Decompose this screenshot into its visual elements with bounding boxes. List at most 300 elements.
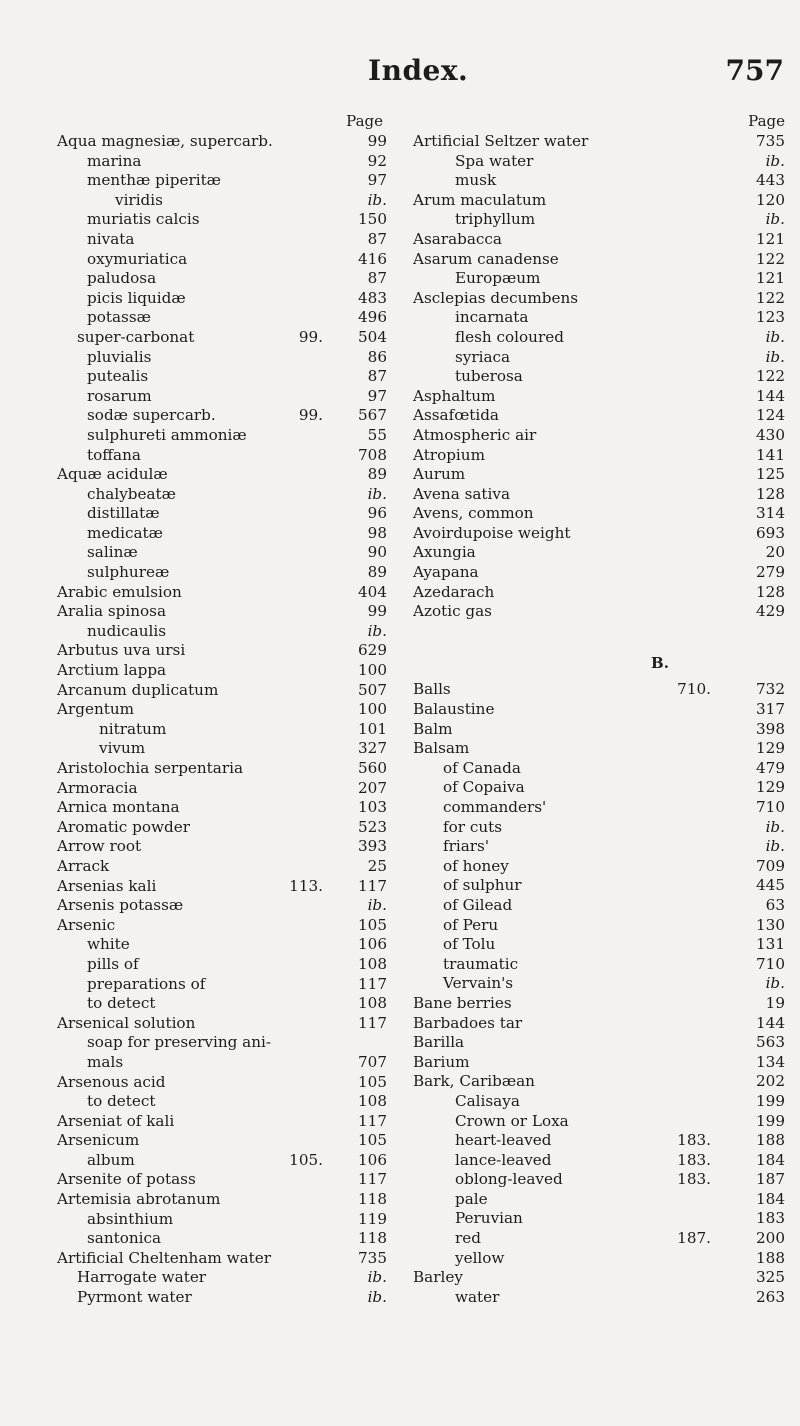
index-entry — [57, 1249, 387, 1269]
entry-page-number: 105 — [358, 1072, 387, 1091]
index-entry — [413, 798, 787, 818]
entry-page-number: 710 — [756, 954, 785, 973]
index-entry — [57, 406, 387, 426]
index-entry — [413, 1072, 787, 1092]
entry-term: Artificial Seltzer water — [413, 132, 589, 150]
entry-page-number: 144 — [756, 1013, 785, 1032]
entry-page-number: 128 — [756, 484, 785, 503]
index-entry — [413, 328, 787, 348]
index-entry — [413, 152, 787, 172]
entry-page-ref: 183. — [677, 1131, 711, 1150]
entry-term: Arctium lappa — [57, 661, 167, 680]
entry-term: of Canada — [443, 758, 521, 777]
entry-term: to detect — [87, 994, 156, 1013]
index-entry — [57, 504, 387, 524]
entry-term: Azotic gas — [413, 602, 492, 621]
entry-page-number: 105 — [358, 915, 387, 934]
entry-term: paludosa — [87, 269, 157, 288]
entry-page-number: 19 — [765, 993, 785, 1012]
index-entry — [57, 779, 387, 799]
entry-term: water — [455, 1287, 500, 1306]
entry-term: picis liquidæ — [87, 288, 186, 307]
index-entry — [57, 720, 387, 740]
index-entry — [413, 896, 787, 916]
entry-term: oblong-leaved — [455, 1170, 563, 1189]
entry-term: vivum — [99, 739, 146, 758]
entry-page-ref: 105. — [289, 1150, 323, 1169]
entry-page-number: 732 — [756, 680, 785, 699]
index-entry — [57, 602, 387, 622]
entry-page-number: 90 — [367, 543, 387, 562]
entry-page-number: 184 — [756, 1189, 785, 1208]
entry-term: Arbutus uva ursi — [57, 641, 186, 660]
entry-page-number: 416 — [358, 249, 387, 268]
index-entry — [57, 348, 387, 368]
entry-term: pluvialis — [87, 347, 152, 366]
entry-term: yellow — [455, 1248, 505, 1267]
index-entry — [57, 328, 387, 348]
entry-term: friars' — [443, 837, 490, 856]
entry-page-number: 187 — [756, 1170, 785, 1189]
index-entry — [413, 583, 787, 603]
index-entry — [413, 1268, 787, 1288]
entry-page-number: 279 — [756, 563, 785, 582]
entry-page-number: 92 — [367, 151, 387, 170]
entry-term: Crown or Loxa — [455, 1111, 569, 1130]
index-entry — [57, 132, 387, 152]
entry-page-number: 144 — [756, 386, 785, 405]
entry-page-number: 108 — [358, 1092, 387, 1111]
entry-term: tuberosa — [455, 367, 523, 386]
index-entry — [413, 308, 787, 328]
entry-page-number: 103 — [358, 798, 387, 817]
entry-term: red — [455, 1229, 481, 1248]
index-entry — [57, 387, 387, 407]
entry-page-number: 25 — [367, 856, 387, 875]
entry-page-number: 63 — [765, 895, 785, 914]
index-entry — [57, 583, 387, 603]
index-entry — [413, 485, 787, 505]
entry-term: putealis — [87, 367, 149, 386]
entry-term: nivata — [87, 229, 135, 248]
index-entry — [57, 1288, 387, 1308]
entry-term: Avoirdupoise weight — [413, 523, 571, 542]
entry-page-number: 207 — [358, 778, 387, 797]
index-entry — [57, 308, 387, 328]
entry-term: nudicaulis — [87, 621, 166, 640]
entry-term: Barium — [413, 1052, 470, 1071]
entry-page-number: 629 — [358, 641, 387, 660]
index-entry — [413, 680, 787, 700]
entry-page-number: 430 — [756, 425, 785, 444]
index-entry — [413, 1209, 787, 1229]
entry-term: nitratum — [99, 719, 167, 738]
entry-term: of sulphur — [443, 876, 522, 895]
entry-term: Asphaltum — [413, 386, 496, 405]
index-entry — [57, 446, 387, 466]
entry-term: marina — [87, 151, 142, 170]
right-entry-list-a — [413, 132, 787, 622]
index-entry — [57, 857, 387, 877]
entry-term: Vervain's — [443, 974, 514, 993]
right-column — [413, 112, 787, 1307]
index-entry — [57, 210, 387, 230]
index-entry — [57, 916, 387, 936]
entry-term: commanders' — [443, 798, 547, 816]
index-entry — [57, 1210, 387, 1230]
entry-term: chalybeatæ — [87, 484, 176, 503]
entry-term: distillatæ — [87, 504, 160, 523]
entry-page-ref: 187. — [677, 1229, 711, 1248]
entry-page-number: 479 — [756, 758, 785, 777]
entry-page-number: 129 — [756, 739, 785, 758]
entry-page-number: 117 — [358, 1013, 387, 1032]
entry-page-number: ib. — [765, 817, 785, 836]
entry-page-number: 100 — [358, 661, 387, 680]
entry-page-number: ib. — [367, 896, 387, 915]
entry-term: Spa water — [455, 151, 534, 170]
entry-term: Arrow root — [57, 837, 142, 856]
entry-term: Artificial Cheltenham water — [57, 1248, 272, 1267]
entry-page-number: 199 — [756, 1091, 785, 1110]
entry-term: absinthium — [87, 1209, 174, 1228]
entry-page-number: 117 — [358, 1170, 387, 1189]
index-entry — [57, 250, 387, 270]
entry-term: Aqua magnesiæ, supercarb. — [57, 132, 273, 150]
spacer — [413, 622, 787, 642]
entry-page-number: 106 — [358, 1150, 387, 1169]
entry-term: pills of — [87, 954, 139, 973]
entry-page-number: 141 — [756, 445, 785, 464]
index-entry — [57, 818, 387, 838]
index-entry — [413, 1190, 787, 1210]
index-entry — [57, 681, 387, 701]
index-entry — [57, 759, 387, 779]
index-entry — [57, 230, 387, 250]
entry-term: Arsenicum — [57, 1131, 140, 1150]
index-entry — [57, 1053, 387, 1073]
entry-term: Atmospheric air — [413, 425, 537, 444]
entry-term: Arum maculatum — [413, 190, 547, 209]
index-entry — [413, 974, 787, 994]
entry-term: pale — [455, 1189, 488, 1208]
entry-page-number: 89 — [367, 465, 387, 484]
index-entry — [57, 1229, 387, 1249]
index-entry — [57, 289, 387, 309]
entry-term: super-carbonat — [77, 327, 195, 346]
index-entry — [413, 191, 787, 211]
index-entry — [57, 1170, 387, 1190]
entry-page-number: 121 — [756, 269, 785, 288]
entry-term: Europæum — [455, 269, 541, 288]
index-entry — [57, 994, 387, 1014]
entry-page-number: 120 — [756, 190, 785, 209]
index-entry — [57, 955, 387, 975]
entry-term: Calisaya — [455, 1091, 520, 1110]
entry-page-number: 523 — [358, 817, 387, 836]
entry-term: album — [87, 1150, 135, 1169]
entry-term: traumatic — [443, 954, 519, 973]
entry-term: Artemisia abrotanum — [57, 1190, 221, 1209]
left-column — [57, 112, 387, 1308]
index-entry — [413, 269, 787, 289]
entry-term: Balsam — [413, 739, 470, 758]
entry-term: of Peru — [443, 915, 499, 934]
entry-page-number: 96 — [367, 504, 387, 523]
entry-term: Arsenite of potass — [57, 1170, 196, 1189]
index-entry — [413, 955, 787, 975]
entry-page-number: 108 — [358, 994, 387, 1013]
entry-term: Arnica montana — [57, 798, 180, 817]
entry-term: heart-leaved — [455, 1131, 552, 1150]
entry-term: Bark, Caribæan — [413, 1072, 535, 1091]
entry-page-number: 119 — [358, 1209, 387, 1228]
entry-term: Avena sativa — [413, 484, 511, 503]
entry-page-number: 200 — [756, 1229, 785, 1248]
index-entry — [57, 1151, 387, 1171]
index-entry — [413, 778, 787, 798]
index-entry — [57, 1268, 387, 1288]
entry-term: Arseniat of kali — [57, 1111, 175, 1130]
entry-page-number: 118 — [358, 1190, 387, 1209]
entry-term: Arsenic — [57, 915, 116, 934]
entry-page-number: 504 — [358, 327, 387, 346]
entry-term: of Copaiva — [443, 778, 525, 797]
index-entry — [57, 622, 387, 642]
index-entry — [413, 367, 787, 387]
index-entry — [413, 1014, 787, 1034]
entry-page-number: ib. — [765, 210, 785, 229]
index-entry — [57, 739, 387, 759]
entry-term: soap for preserving ani- — [87, 1033, 272, 1052]
index-entry — [413, 1131, 787, 1151]
entry-page-number: 101 — [358, 719, 387, 738]
entry-page-number: 496 — [358, 308, 387, 327]
index-entry — [57, 798, 387, 818]
entry-page-number: 709 — [756, 856, 785, 875]
entry-term: Peruvian — [455, 1209, 523, 1228]
index-entry — [413, 818, 787, 838]
index-entry — [57, 543, 387, 563]
entry-page-number: 123 — [756, 308, 785, 327]
entry-page-number: 98 — [367, 523, 387, 542]
index-entry — [57, 1073, 387, 1093]
entry-page-number: 131 — [756, 935, 785, 954]
index-entry — [413, 132, 787, 152]
entry-page-number: 106 — [358, 935, 387, 954]
entry-term: syriaca — [455, 347, 511, 366]
index-entry — [57, 465, 387, 485]
entry-term: oxymuriatica — [87, 249, 188, 268]
entry-page-number: ib. — [367, 1288, 387, 1307]
entry-page-ref: 99. — [298, 406, 323, 425]
index-entry — [57, 641, 387, 661]
index-entry — [57, 367, 387, 387]
index-entry — [413, 1249, 787, 1269]
entry-term: Arrack — [57, 856, 110, 875]
entry-term: Asarabacca — [413, 229, 502, 248]
entry-page-number: 121 — [756, 229, 785, 248]
entry-term: Axungia — [413, 543, 476, 562]
entry-term: muriatis calcis — [87, 210, 200, 229]
index-entry — [57, 1092, 387, 1112]
entry-term: Harrogate water — [77, 1268, 207, 1287]
index-entry — [413, 700, 787, 720]
entry-term: Asclepias decumbens — [413, 288, 579, 307]
entry-page-number: ib. — [765, 151, 785, 170]
index-entry — [413, 348, 787, 368]
index-entry — [413, 465, 787, 485]
entry-page-number: 117 — [358, 1111, 387, 1130]
entry-page-number: 443 — [756, 171, 785, 190]
entry-page-number: 118 — [358, 1229, 387, 1248]
entry-page-number: 429 — [756, 602, 785, 621]
entry-term: sulphureti ammoniæ — [87, 425, 247, 444]
index-entry — [413, 504, 787, 524]
entry-term: flesh coloured — [455, 327, 564, 346]
entry-term: Barley — [413, 1268, 463, 1287]
entry-page-number: 86 — [367, 347, 387, 366]
index-entry — [413, 935, 787, 955]
entry-term: Arsenous acid — [57, 1072, 166, 1091]
entry-page-ref: 113. — [289, 876, 323, 895]
entry-term: Aromatic powder — [57, 817, 190, 836]
index-entry — [57, 877, 387, 897]
entry-term: musk — [455, 171, 497, 190]
index-entry — [57, 563, 387, 583]
entry-page-number: 507 — [358, 680, 387, 699]
index-entry — [413, 543, 787, 563]
entry-page-number: ib. — [367, 190, 387, 209]
entry-page-number: 567 — [358, 406, 387, 425]
index-entry — [413, 406, 787, 426]
entry-page-number: ib. — [765, 837, 785, 856]
index-entry — [413, 524, 787, 544]
entry-page-number: 108 — [358, 954, 387, 973]
entry-page-ref: 183. — [677, 1150, 711, 1169]
index-entry — [57, 1033, 387, 1053]
entry-page-number: 398 — [756, 719, 785, 738]
left-entry-list — [57, 132, 387, 1308]
entry-term: sodæ supercarb. — [87, 406, 216, 425]
entry-term: to detect — [87, 1092, 156, 1111]
entry-page-number: 122 — [756, 249, 785, 268]
entry-page-ref: 183. — [677, 1170, 711, 1189]
entry-term: Balm — [413, 719, 453, 738]
entry-page-number: 483 — [358, 288, 387, 307]
entry-page-number: 117 — [358, 876, 387, 895]
entry-page-number: 314 — [756, 504, 785, 523]
entry-term: of Tolu — [443, 935, 496, 954]
entry-page-number: 105 — [358, 1131, 387, 1150]
index-entry — [413, 387, 787, 407]
index-entry — [413, 739, 787, 759]
index-entry — [413, 563, 787, 583]
entry-page-number: 708 — [358, 445, 387, 464]
index-entry — [57, 485, 387, 505]
index-entry — [413, 1053, 787, 1073]
entry-page-number: 87 — [367, 229, 387, 248]
entry-term: menthæ piperitæ — [87, 171, 221, 190]
entry-page-number: ib. — [765, 974, 785, 993]
right-entry-list-b — [413, 680, 787, 1307]
entry-term: Avens, common — [413, 504, 534, 523]
entry-page-number: 707 — [358, 1052, 387, 1071]
index-entry — [413, 1170, 787, 1190]
entry-page-number: 130 — [756, 915, 785, 934]
index-entry — [413, 426, 787, 446]
entry-page-number: 125 — [756, 465, 785, 484]
entry-page-number: 128 — [756, 582, 785, 601]
index-entry — [57, 1131, 387, 1151]
entry-term: incarnata — [455, 308, 529, 327]
page-title: Index. — [368, 54, 469, 87]
page-number: 757 — [725, 54, 784, 87]
entry-term: for cuts — [443, 817, 503, 836]
entry-term: Atropium — [413, 445, 485, 464]
entry-page-number: 563 — [756, 1033, 785, 1052]
index-entry — [413, 759, 787, 779]
index-entry — [413, 994, 787, 1014]
index-entry — [413, 230, 787, 250]
entry-page-number: 188 — [756, 1131, 785, 1150]
index-entry — [57, 191, 387, 211]
entry-page-number: 117 — [358, 974, 387, 993]
entry-term: salinæ — [87, 543, 138, 562]
entry-term: Argentum — [57, 700, 135, 719]
index-entry — [57, 1190, 387, 1210]
index-entry — [413, 250, 787, 270]
entry-page-ref: 710. — [677, 680, 711, 699]
entry-term: Arsenical solution — [57, 1013, 196, 1032]
index-entry — [413, 1288, 787, 1308]
index-entry — [413, 289, 787, 309]
index-entry — [413, 857, 787, 877]
entry-term: Aralia spinosa — [57, 602, 167, 621]
index-entry — [413, 446, 787, 466]
entry-page-number: 560 — [358, 759, 387, 777]
entry-term: preparations of — [87, 974, 206, 993]
entry-page-number: ib. — [367, 621, 387, 640]
index-entry — [413, 1151, 787, 1171]
entry-page-number: 404 — [358, 582, 387, 601]
index-entry — [413, 1229, 787, 1249]
entry-term: white — [87, 935, 130, 954]
entry-term: Aurum — [413, 465, 466, 484]
entry-term: rosarum — [87, 386, 152, 405]
entry-term: Pyrmont water — [77, 1288, 192, 1307]
index-entry — [57, 152, 387, 172]
index-entry — [57, 1112, 387, 1132]
entry-term: Ayapana — [413, 563, 479, 582]
entry-page-number: 87 — [367, 367, 387, 386]
index-entry — [57, 1014, 387, 1034]
entry-page-number: 735 — [756, 132, 785, 150]
index-entry — [57, 524, 387, 544]
index-entry — [413, 1033, 787, 1053]
entry-term: Aquæ acidulæ — [57, 465, 168, 484]
index-entry — [413, 720, 787, 740]
entry-term: Arabic emulsion — [57, 582, 182, 601]
entry-page-number: 199 — [756, 1111, 785, 1130]
entry-term: potassæ — [87, 308, 151, 327]
entry-term: viridis — [115, 190, 163, 209]
entry-page-number: 202 — [756, 1072, 785, 1091]
entry-term: Barilla — [413, 1033, 465, 1052]
entry-page-number: 122 — [756, 288, 785, 307]
entry-term: Asarum canadense — [413, 249, 559, 268]
index-entry — [413, 1112, 787, 1132]
